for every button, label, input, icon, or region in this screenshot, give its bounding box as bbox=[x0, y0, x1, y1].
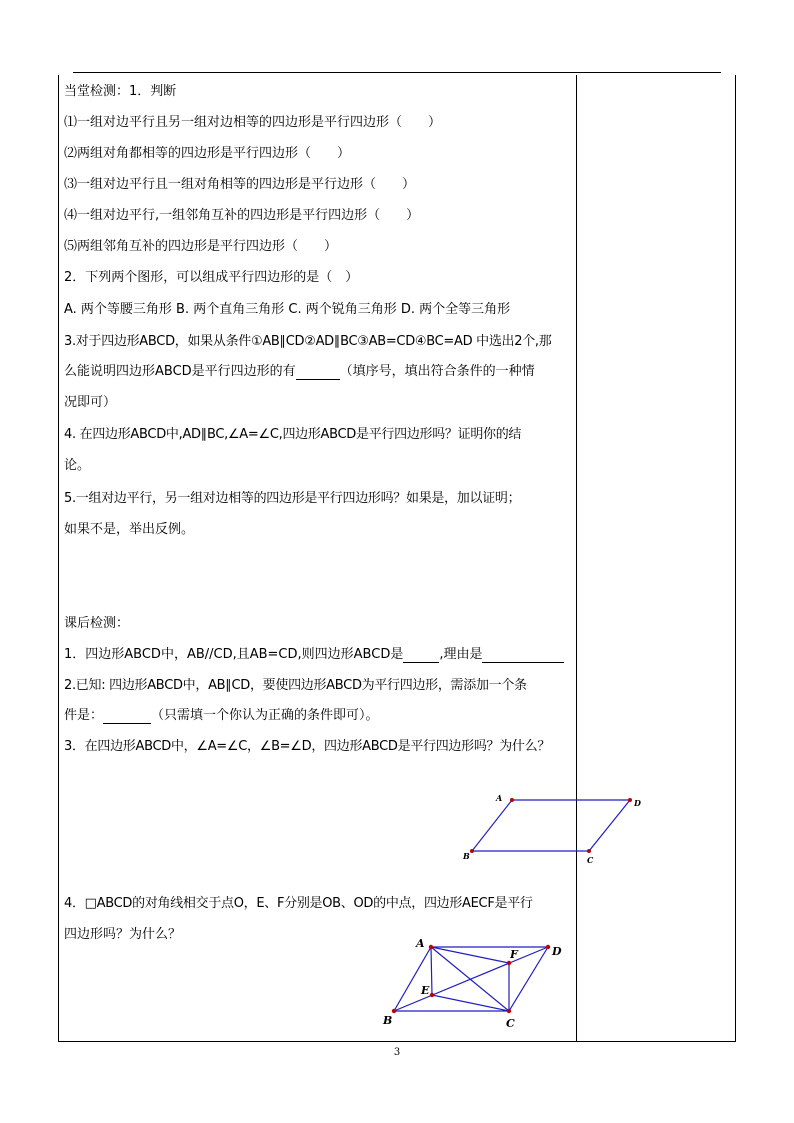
label-f: F bbox=[510, 948, 518, 961]
judge-item-1: ⑴一组对边平行且另一组对边相等的四边形是平行四边形（ ） bbox=[64, 115, 442, 130]
question-3-text-a: 么能说明四边形ABCD是平行四边形的有 bbox=[64, 364, 296, 379]
question-3-text-b: （填序号，填出符合条件的一种情 bbox=[339, 364, 535, 379]
question-5-line-2: 如果不是，举出反例。 bbox=[64, 522, 195, 537]
after-title: 课后检测： bbox=[64, 616, 130, 631]
label-d2: D bbox=[552, 945, 562, 958]
question-3-line-1: 3.对于四边形ABCD，如果从条件①AB∥CD②AD∥BC③AB=CD④BC=AD 中选出2个,那 bbox=[64, 334, 552, 349]
label-c: C bbox=[587, 855, 594, 865]
label-c2: C bbox=[506, 1017, 515, 1030]
point-d2 bbox=[546, 945, 550, 949]
point-b2 bbox=[392, 1009, 396, 1013]
diagonal-bd bbox=[394, 947, 548, 1011]
question-2: 2．下列两个图形，可以组成平行四边形的是（ ） bbox=[64, 270, 359, 285]
question-2-options: A. 两个等腰三角形 B. 两个直角三角形 C. 两个锐角三角形 D. 两个全等三角形 bbox=[64, 302, 511, 317]
point-a2 bbox=[429, 945, 433, 949]
label-e: E bbox=[421, 984, 430, 997]
page-number: 3 bbox=[393, 1047, 401, 1058]
after-question-2-line-1: 2.已知: 四边形ABCD中，AB∥CD，要使四边形ABCD为平行四边形，需添加一个条 bbox=[64, 678, 527, 693]
label-d: D bbox=[634, 798, 641, 808]
judge-item-3: ⑶一组对边平行且一组对角相等的四边形是平行边形（ ） bbox=[64, 177, 416, 192]
after-q2-text-b: （只需填一个你认为正确的条件即可）。 bbox=[151, 708, 379, 723]
point-e bbox=[430, 993, 434, 997]
question-4-line-1: 4. 在四边形ABCD中,AD∥BC,∠A=∠C,四边形ABCD是平行四边形吗？证明你的结 bbox=[64, 427, 522, 442]
after-q1-text-a: 1．四边形ABCD中，AB//CD,且AB=CD,则四边形ABCD是 bbox=[64, 647, 404, 662]
after-question-4-line-1: 4．□ABCD的对角线相交于点O，E、F分别是OB、OD的中点，四边形AECF是平行 bbox=[64, 896, 533, 911]
question-5-line-1: 5.一组对边平行，另一组对边相等的四边形是平行四边形吗？如果是，加以证明； bbox=[64, 491, 521, 506]
after-question-3: 3．在四边形ABCD中，∠A=∠C，∠B=∠D，四边形ABCD是平行四边形吗？为什么？ bbox=[64, 739, 551, 754]
point-f bbox=[507, 961, 511, 965]
question-4-line-2: 论。 bbox=[64, 458, 91, 473]
label-a2: A bbox=[416, 937, 425, 950]
after-q2-text-a: 件是： bbox=[64, 708, 104, 723]
question-3-line-3: 况即可） bbox=[64, 395, 117, 410]
label-a: A bbox=[496, 793, 503, 803]
label-b: B bbox=[463, 851, 470, 861]
inclass-title: 当堂检测：1．判断 bbox=[64, 84, 177, 99]
after-question-4-line-2: 四边形吗？为什么？ bbox=[64, 927, 182, 942]
after-q1-text-b: ,理由是 bbox=[439, 647, 483, 662]
point-c2 bbox=[507, 1009, 511, 1013]
judge-item-2: ⑵两组对角都相等的四边形是平行四边形（ ） bbox=[64, 146, 351, 161]
label-b2: B bbox=[383, 1014, 393, 1027]
judge-item-4: ⑷一组对边平行,一组邻角互补的四边形是平行四边形（ ） bbox=[64, 208, 420, 223]
judge-item-5: ⑸两组邻角互补的四边形是平行四边形（ ） bbox=[64, 239, 338, 254]
